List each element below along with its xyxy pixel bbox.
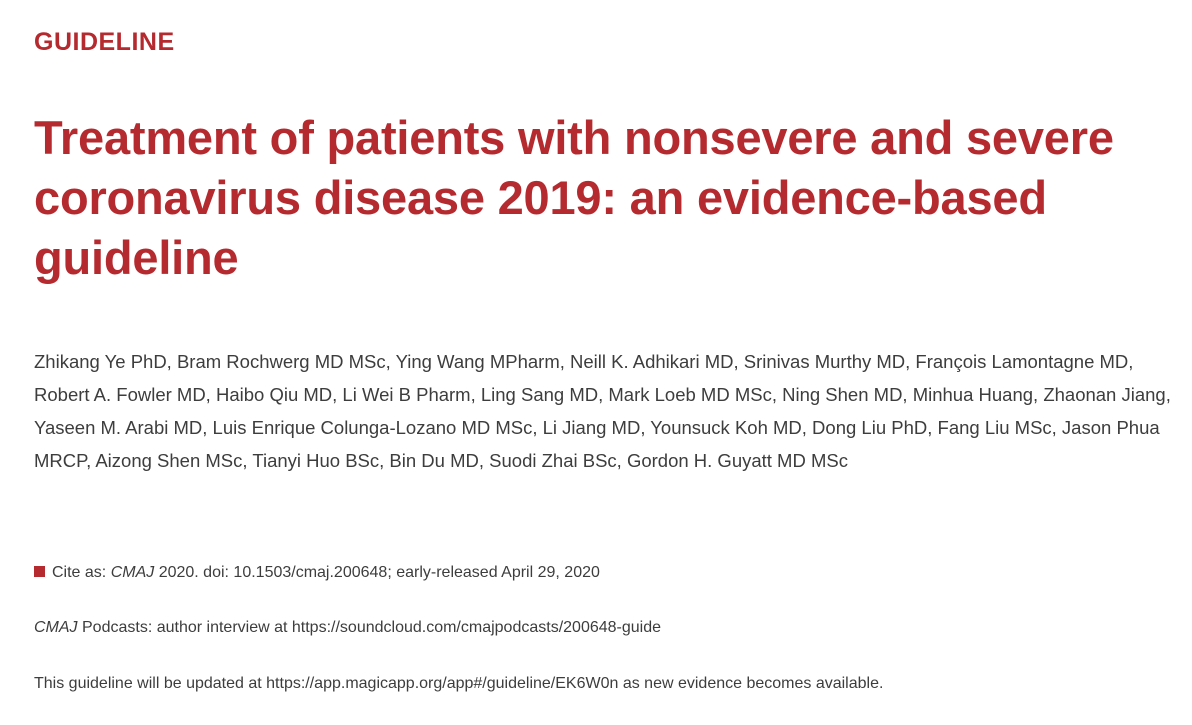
citation-journal: CMAJ: [110, 564, 155, 581]
article-title: Treatment of patients with nonsevere and severe coronavirus disease 2019: an evidence-based guideline: [34, 111, 1114, 284]
citation-line: [34, 562, 600, 584]
citation-marker-square-icon: [34, 566, 45, 577]
section-label: GUIDELINE: [34, 28, 175, 56]
podcast-journal: CMAJ: [34, 619, 78, 636]
podcast-line: [34, 617, 661, 639]
update-note: This guideline will be updated at https://app.magicapp.org/app#/guideline/EK6W0n as new evidence becomes available.: [34, 675, 884, 692]
citation-prefix: Cite as:: [52, 564, 111, 581]
author-list: Zhikang Ye PhD, Bram Rochwerg MD MSc, Ying Wang MPharm, Neill K. Adhikari MD, Srinivas Murthy MD, François Lamontagne MD, Robert A. Fowler MD, Haibo Qiu MD, Li Wei B Pharm, Ling Sang MD, Mark Loeb MD MSc, Ning Shen MD, Minhua Huang, Zhaonan Jiang, Yaseen M. Arabi MD, Luis Enrique Colunga-Lozano MD MSc, Li Jiang MD, Younsuck Koh MD, Dong Liu PhD, Fang Liu MSc, Jason Phua MRCP, Aizong Shen MSc, Tianyi Huo BSc, Bin Du MD, Suodi Zhai BSc, Gordon H. Guyatt MD MSc: [34, 351, 1171, 471]
citation-details: 2020. doi: 10.1503/cmaj.200648; early-released April 29, 2020: [154, 564, 600, 581]
podcast-text: Podcasts: author interview at https://soundcloud.com/cmajpodcasts/200648-guide: [77, 619, 662, 636]
